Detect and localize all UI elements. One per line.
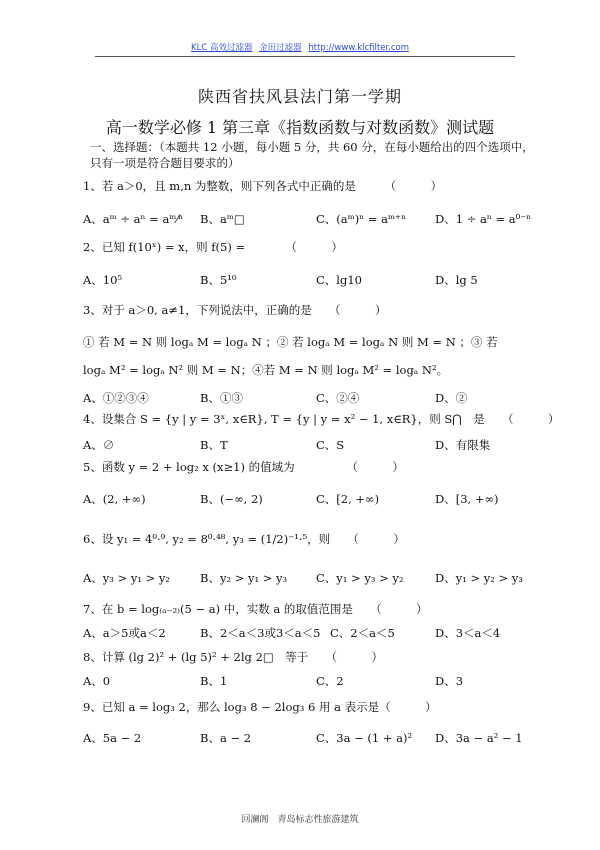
question-5-option-c: C、[2, +∞) (316, 492, 380, 506)
question-1-option-a: A、aᵐ ÷ aⁿ = aᵐ⁄ⁿ (83, 212, 184, 226)
question-2-option-c: C、lg10 (316, 273, 362, 287)
question-3-option-b: B、①③ (200, 391, 243, 405)
page-header-links (0, 41, 600, 53)
section-instructions-1: 一、选择题：（本题共 12 小题，每小题 5 分，共 60 分，在每小题给出的四个选项中， (90, 140, 534, 154)
question-6-option-c: C、y₁ > y₃ > y₂ (316, 571, 404, 585)
question-4-option-a: A、∅ (83, 438, 115, 452)
question-5-option-a: A、(2, +∞) (83, 492, 146, 506)
question-9-stem: 9、已知 a = log₃ 2，那么 log₃ 8 − 2log₃ 6 用 a 表示是（ ） (83, 700, 437, 714)
question-7-stem: 7、在 b = log₍ₐ₋₂₎(5 − a) 中，实数 a 的取值范围是 （ ） (83, 602, 428, 616)
question-3-option-d: D、② (435, 391, 468, 405)
question-7-option-b: B、2＜a＜3或3＜a＜5 (200, 626, 321, 640)
question-5-option-b: B、(−∞, 2) (200, 492, 263, 506)
question-2-option-d: D、lg 5 (435, 273, 478, 287)
doc-title-school: 陕西省扶风县法门第一学期 (197, 87, 402, 106)
question-3-option-c: C、②④ (316, 391, 360, 405)
question-9-option-c: C、3a − (1 + a)² (316, 731, 413, 745)
question-7-option-a: A、a＞5或a＜2 (83, 626, 166, 640)
question-8-stem: 8、计算 (lg 2)² + (lg 5)² + 2lg 2□ 等于 （ ） (83, 650, 383, 664)
question-6-option-a: A、y₃ > y₁ > y₂ (83, 571, 171, 585)
question-5-stem: 5、函数 y = 2 + log₂ x (x≥1) 的值域为 （ ） (83, 460, 404, 474)
question-7-option-d: D、3＜a＜4 (435, 626, 501, 640)
question-6-option-d: D、y₁ > y₂ > y₃ (435, 571, 523, 585)
question-1-option-b: B、aᵐ□ (200, 212, 245, 226)
question-2-option-a: A、10⁵ (83, 273, 123, 287)
header-link-klc[interactable]: KLC 高效过滤器 (191, 43, 253, 53)
header-link-jintian[interactable]: 金田过滤器 (259, 43, 302, 53)
header-link-url[interactable]: http://www.klcfilter.com (308, 43, 409, 53)
question-2-stem: 2、已知 f(10ˣ) = x，则 f(5) = （ ） (83, 240, 343, 254)
header-rule (95, 56, 515, 57)
question-1-stem: 1、若 a＞0，且 m,n 为整数，则下列各式中正确的是 （ ） (83, 179, 443, 193)
question-6-stem: 6、设 y₁ = 4⁰·⁹, y₂ = 8⁰·⁴⁸, y₃ = (1/2)⁻¹·⁵，则 （ ） (83, 532, 405, 546)
question-8-option-d: D、3 (435, 674, 464, 688)
question-3-statement-line-1: ① 若 M = N 则 logₐ M = logₐ N ；② 若 logₐ M = logₐ N 则 M = N ；③ 若 (83, 335, 498, 349)
question-5-option-d: D、[3, +∞) (435, 492, 499, 506)
question-6-option-b: B、y₂ > y₁ > y₃ (200, 571, 288, 585)
question-4-option-b: B、T (200, 438, 228, 452)
question-9-option-a: A、5a − 2 (83, 731, 142, 745)
question-9-option-b: B、a − 2 (200, 731, 252, 745)
question-3-statement-line-2: logₐ M² = logₐ N² 则 M = N；④若 M = N 则 logₐ M² = logₐ N²。 (83, 363, 449, 377)
question-1-option-d: D、1 ÷ aⁿ = a⁰⁻ⁿ (435, 212, 532, 226)
question-8-option-c: C、2 (316, 674, 344, 688)
question-8-option-b: B、1 (200, 674, 228, 688)
question-4-option-c: C、S (316, 438, 345, 452)
question-1-option-c: C、(aᵐ)ⁿ = aᵐ⁺ⁿ (316, 212, 407, 226)
question-3-option-a: A、①②③④ (83, 391, 149, 405)
question-4-stem: 4、设集合 S = {y | y = 3ˣ, x∈R}, T = {y | y = x² − 1, x∈R}，则 S⋂ 是 （ ） (83, 412, 560, 426)
question-7-option-c: C、2＜a＜5 (330, 626, 395, 640)
section-instructions-2: 只有一项是符合题目要求的） (90, 156, 240, 170)
doc-title-exam: 高一数学必修 1 第三章《指数函数与对数函数》测试题 (105, 118, 495, 137)
question-3-stem: 3、对于 a＞0, a≠1，下列说法中，正确的是 （ ） (83, 303, 387, 317)
question-9-option-d: D、3a − a² − 1 (435, 731, 523, 745)
page-footer: 回澜阁 青岛标志性旅游建筑 (241, 815, 359, 825)
question-4-option-d: D、有限集 (435, 438, 491, 452)
question-2-option-b: B、5¹⁰ (200, 273, 237, 287)
question-8-option-a: A、0 (83, 674, 111, 688)
